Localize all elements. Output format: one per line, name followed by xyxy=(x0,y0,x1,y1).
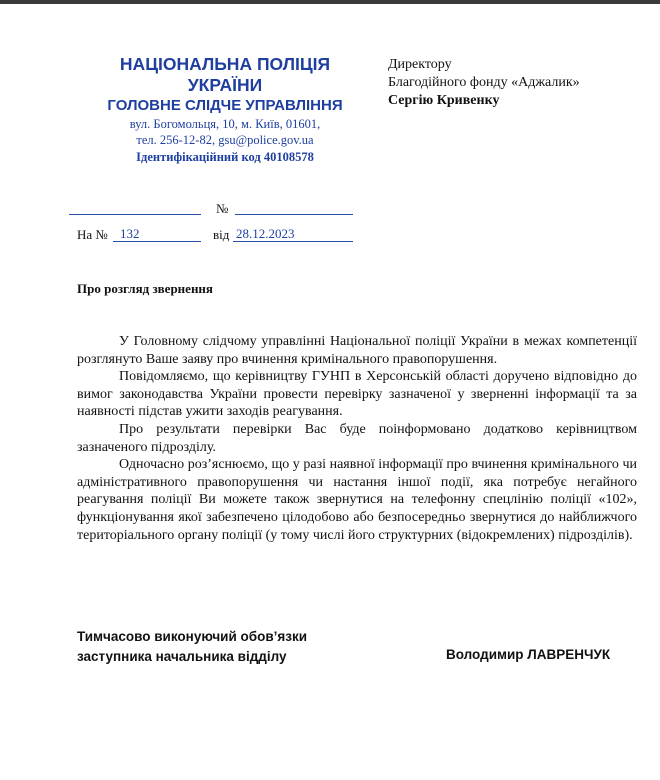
incoming-date-line xyxy=(233,241,353,242)
body-paragraph: У Головному слідчому управлінні Національної поліції України в межах компетенції розглянуто Ваше заяву про вчинення кримінального правопорушення. xyxy=(77,334,637,367)
signatory-title-line2: заступника начальника відділу xyxy=(77,649,287,664)
address-line: вул. Богомольця, 10, м. Київ, 01601, xyxy=(129,117,321,131)
letterhead xyxy=(40,54,410,166)
contact-line: тел. 256-12-82, gsu@police.gov.ua xyxy=(136,133,314,147)
incoming-number-label: На № xyxy=(77,227,108,242)
org-name-line1: НАЦІОНАЛЬНА ПОЛІЦІЯ xyxy=(119,54,331,74)
recipient-organization: Благодійного фонду «Аджалик» xyxy=(388,75,580,90)
recipient-position: Директору xyxy=(388,57,452,72)
letter-page xyxy=(0,4,660,780)
outgoing-number-label: № xyxy=(216,201,229,216)
letter-subject: Про розгляд звернення xyxy=(77,281,213,296)
outgoing-number-line xyxy=(69,214,201,215)
incoming-date-value: 28.12.2023 xyxy=(236,226,295,241)
recipient-name: Сергію Кривенку xyxy=(388,93,500,108)
signatory-title-line1: Тимчасово виконуючий обов’язки xyxy=(77,629,308,644)
incoming-number-line xyxy=(113,241,201,242)
body-paragraph: Одночасно роз’яснюємо, що у разі наявної інформації про вчинення кримінального чи адміністративного правопорушення чи настання іншої події, яка потребує негайного реагування поліції Ви можете також звернутися на телефонну спецлінію поліції «102», функціонування якої забезпечено цілодобово або безпосередньо звернутися до найближчого територіального органу поліції (у тому числі його структурних (відокремлених) підрозділів). xyxy=(77,457,637,543)
org-name-line2: УКРАЇНИ xyxy=(187,75,263,95)
outgoing-date-line xyxy=(235,214,353,215)
letter-body xyxy=(77,333,637,544)
signatory-title xyxy=(77,627,307,667)
id-code: Ідентифікаційний код 40108578 xyxy=(136,150,314,164)
recipient-block xyxy=(388,56,580,110)
signatory-name: Володимир ЛАВРЕНЧУК xyxy=(446,647,611,662)
body-paragraph: Про результати перевірки Вас буде поінформовано додатково керівництвом зазначеного підрозділу. xyxy=(77,421,637,455)
incoming-date-label: від xyxy=(213,227,230,242)
incoming-number-value: 132 xyxy=(120,226,140,241)
body-paragraph: Повідомляємо, що керівництву ГУНП в Херсонській області доручено відповідно до вимог законодавства України провести перевірку зазначеної у зверненні інформації та за наявності підстав ужити заходів реагування. xyxy=(77,369,637,420)
department-name: ГОЛОВНЕ СЛІДЧЕ УПРАВЛІННЯ xyxy=(107,97,343,114)
